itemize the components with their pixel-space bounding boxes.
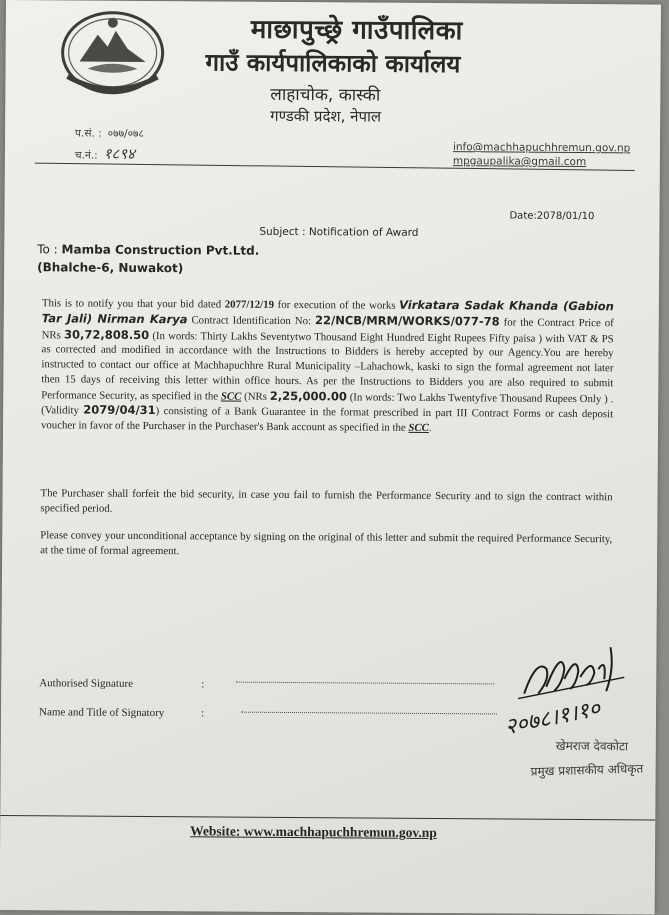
- office-province: गण्डकी प्रदेश, नेपाल: [270, 106, 382, 126]
- signature-dotted-line: [236, 682, 494, 685]
- contract-price: 30,72,808.50: [64, 326, 150, 342]
- recipient-name: Mamba Construction Pvt.Ltd.: [61, 242, 260, 258]
- p1-text: for execution of the works: [273, 298, 400, 312]
- p1-text: .: [428, 422, 432, 435]
- p1-text: This is to notify you that your bid dated: [41, 297, 225, 311]
- recipient-address: (Bhalche-6, Nuwakot): [37, 260, 184, 276]
- p1-text: ) consisting of a Bank Guarantee in the format prescribed in part III Contract Forms or cash deposit voucher in favor of the Purchaser in the Purchaser's Bank account as specified in the: [40, 405, 614, 435]
- handwritten-date: २०७८।१।१०: [502, 696, 603, 741]
- municipality-name: माछापुच्छ्रे गाउँपालिका: [250, 14, 463, 47]
- nepal-emblem-icon: [57, 6, 168, 97]
- email-link-info[interactable]: info@machhapuchhremun.gov.np: [452, 141, 631, 155]
- colon: :: [200, 707, 205, 720]
- ps-label: प.सं. :: [75, 127, 102, 140]
- p1-text: (In words: Thirty Lakhs Seventytwo Thousand Eight Hundred Eight Rupees Fifty paisa ) with VAT & PS as corrected and modified in accordance with the Instructions to Bidders is hereby accepted by our Agency.You are hereby instructed to contact our office at Machhapuchhre Rural Municipality –Lahachowk, kaski to sign the formal agreement not later then 15 days of receiving this letter within office hours. As per the Instructions to Bidders you are also required to submit Performance Security, as specified in the: [41, 329, 614, 403]
- signer-title: प्रमुख प्रशासकीय अधिकृत: [530, 761, 644, 779]
- email-link-gaupalika[interactable]: mpgaupalika@gmail.com: [452, 155, 587, 169]
- reference-ps: [75, 126, 144, 140]
- ps-value: ०७७/०७८: [107, 127, 145, 140]
- paragraph-acceptance: Please convey your unconditional acceptance by signing on the original of this letter and submit the required Performance Security, at the time of formal agreement.: [40, 529, 613, 558]
- authorised-signature-label: Authorised Signature: [39, 677, 134, 690]
- p1-text: (NRs: [241, 390, 270, 403]
- p1-text: (In words: Two Lakhs Twentyfive Thousand Rupees Only ) .(Validity: [41, 391, 614, 418]
- letter-date: Date:2078/01/10: [509, 210, 595, 223]
- p1-text: Contract Identification No:: [187, 314, 316, 327]
- footer-divider: [0, 815, 655, 821]
- colon: :: [201, 678, 205, 691]
- to-label: To :: [37, 242, 58, 257]
- work-name: Virkatara Sadak Khanda (Gabion Tar Jali) Nirman Karya: [41, 297, 614, 327]
- website-link[interactable]: Website: www.machhapuchhremun.gov.np: [190, 823, 437, 841]
- validity-date: 2079/04/31: [83, 403, 156, 418]
- letter-subject: Subject : Notification of Award: [259, 225, 419, 239]
- chn-label: च.नं.:: [74, 149, 98, 162]
- recipient-line: [37, 242, 259, 258]
- paragraph-award: [41, 295, 614, 437]
- signer-name: खेमराज देवकोटा: [555, 738, 629, 754]
- p1-text: for the Contract Price of NRs: [41, 316, 614, 341]
- scc-reference: SCC: [220, 390, 242, 403]
- office-name: गाउँ कार्यपालिकाको कार्यालय: [205, 48, 461, 79]
- bid-date: 2077/12/19: [224, 298, 275, 311]
- chn-value: १८९४: [103, 144, 135, 163]
- contract-id: 22/NCB/MRM/WORKS/077-78: [314, 312, 500, 329]
- office-location: लाहाचोक, कास्की: [270, 84, 381, 106]
- name-title-label: Name and Title of Signatory: [38, 706, 165, 720]
- name-dotted-line: [241, 712, 497, 715]
- scc-reference: SCC: [408, 422, 429, 435]
- security-amount: 2,25,000.00: [269, 388, 347, 404]
- paragraph-forfeit: The Purchaser shall forfeit the bid security, in case you fail to furnish the Performance Security and to sign the contract within specified period.: [40, 487, 613, 515]
- reference-chn: [75, 143, 135, 163]
